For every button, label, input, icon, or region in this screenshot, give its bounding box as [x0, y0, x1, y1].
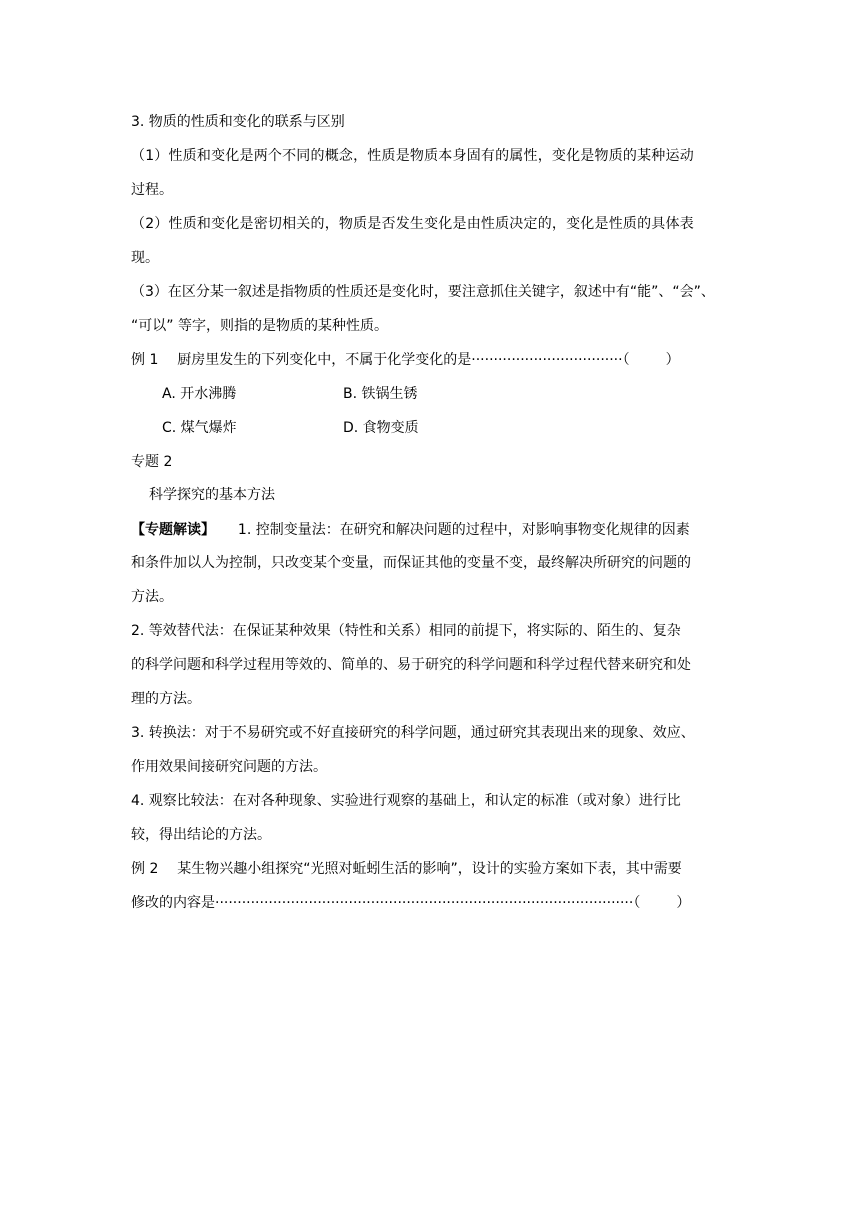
example2-line2 — [131, 893, 690, 913]
section3-paragraph2-line1: （2）性质和变化是密切相关的，物质是否发生变化是由性质决定的，变化是性质的具体表 — [131, 216, 694, 232]
example1-label: 例 1 — [131, 352, 159, 368]
topic2-method2-line1: 2. 等效替代法：在保证某种效果（特性和关系）相同的前提下，将实际的、陌生的、复杂 — [131, 623, 681, 639]
example2-answer-close: ） — [676, 895, 691, 911]
example2-line1 — [131, 859, 682, 879]
example2-text-line2: 修改的内容是······························································································（ — [131, 895, 641, 911]
topic2-method1-text: 1. 控制变量法：在研究和解决问题的过程中，对影响事物变化规律的因素 — [237, 522, 690, 538]
example1-question-text: 厨房里发生的下列变化中，不属于化学变化的是··································（ — [177, 352, 630, 368]
section3-heading: 3. 物质的性质和变化的联系与区别 — [131, 114, 345, 130]
example1-answer-close: ） — [665, 352, 680, 368]
example1-option-d: D. 食物变质 — [343, 420, 419, 436]
topic2-method1-line3: 方法。 — [131, 589, 173, 605]
section3-paragraph3-line1: （3）在区分某一叙述是指物质的性质还是变化时，要注意抓住关键字，叙述中有“能”、“会”、 — [131, 284, 715, 300]
section3-paragraph3-line2: “可以” 等字，则指的是物质的某种性质。 — [131, 318, 388, 334]
section3-paragraph2-line2: 现。 — [131, 250, 159, 266]
example2-label: 例 2 — [131, 861, 159, 877]
topic2-title: 专题 2 — [131, 454, 173, 470]
example1-option-b: B. 铁锅生锈 — [343, 386, 418, 402]
topic2-intro-label: 【专题解读】 — [131, 522, 215, 538]
section3-paragraph1-line1: （1）性质和变化是两个不同的概念，性质是物质本身固有的属性，变化是物质的某种运动 — [131, 148, 694, 164]
topic2-method4-line1: 4. 观察比较法：在对各种现象、实验进行观察的基础上，和认定的标准（或对象）进行比 — [131, 793, 681, 809]
topic2-method2-line3: 理的方法。 — [131, 691, 201, 707]
topic2-method4-line2: 较，得出结论的方法。 — [131, 827, 271, 843]
example1-option-a: A. 开水沸腾 — [162, 386, 237, 402]
topic2-subtitle: 科学探究的基本方法 — [149, 487, 275, 503]
topic2-method2-line2: 的科学问题和科学过程用等效的、简单的、易于研究的科学问题和科学过程代替来研究和处 — [131, 657, 691, 673]
example1-option-c: C. 煤气爆炸 — [162, 420, 237, 436]
section3-paragraph1-line2: 过程。 — [131, 182, 173, 198]
example1-question — [131, 350, 680, 370]
example2-text: 某生物兴趣小组探究“光照对蚯蚓生活的影响”，设计的实验方案如下表，其中需要 — [177, 861, 682, 877]
topic2-method1-line2: 和条件加以人为控制，只改变某个变量，而保证其他的变量不变，最终解决所研究的问题的 — [131, 555, 691, 571]
topic2-method3-line1: 3. 转换法：对于不易研究或不好直接研究的科学问题，通过研究其表现出来的现象、效应、 — [131, 725, 695, 741]
topic2-method1-line1 — [131, 520, 690, 540]
topic2-method3-line2: 作用效果间接研究问题的方法。 — [131, 759, 327, 775]
